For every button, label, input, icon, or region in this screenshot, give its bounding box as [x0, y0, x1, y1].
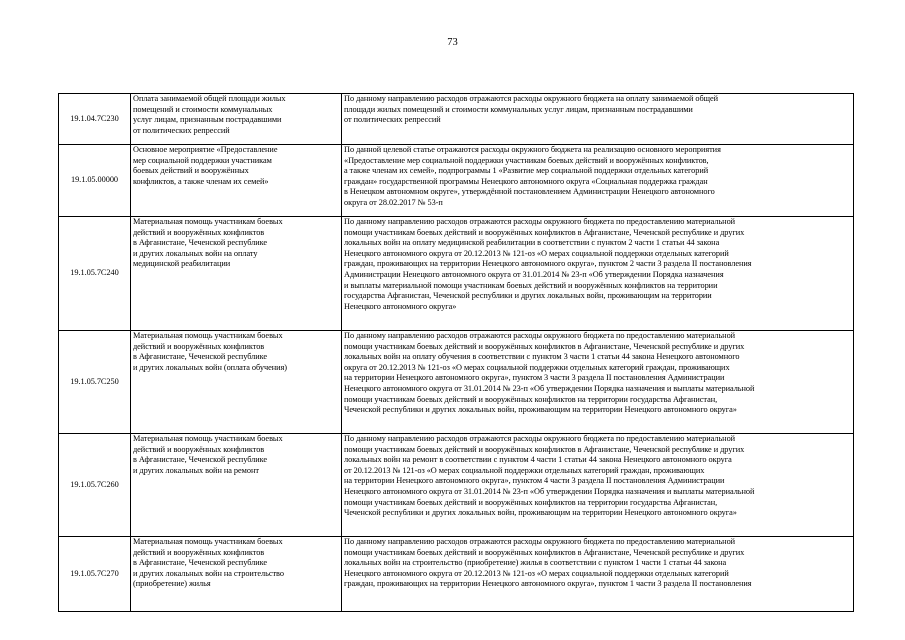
text-line: граждан» государственной программы Ненецкого автономного округа «Социальная поддержка граждан: [344, 176, 708, 186]
text-line: граждан, проживающих на территории Ненецкого автономного округа», пунктом 1 части 3 раздела II постановления: [344, 579, 752, 589]
text-line: (приобретение) жилья: [133, 579, 211, 589]
expense-description: [342, 434, 854, 537]
target-article-code: 19.1.05.7С260: [59, 434, 131, 537]
text-line: действий и вооружённых конфликтов: [133, 444, 265, 454]
expense-description: [342, 537, 854, 612]
text-line: и выплаты материальной помощи участникам боевых действий и вооружённых конфликтов на территории: [344, 280, 718, 290]
text-line: Оплата занимаемой общей площади жилых: [133, 94, 286, 103]
target-article-code: 19.1.04.7С230: [59, 94, 131, 145]
text-line: Администрации Ненецкого автономного округа от 31.01.2014 № 23-п «Об утверждении Порядка назначения: [344, 269, 724, 279]
text-line: округа от 20.12.2013 № 121-оз «О мерах социальной поддержки отдельных категорий граждан, проживающих: [344, 362, 730, 372]
text-line: По данной целевой статье отражаются расходы окружного бюджета на реализацию основного мероприятия: [344, 145, 721, 154]
target-article-code: 19.1.05.7С240: [59, 217, 131, 331]
text-line: По данному направлению расходов отражаются расходы окружного бюджета по предоставлению материальной: [344, 537, 736, 546]
text-line: По данному направлению расходов отражаются расходы окружного бюджета по предоставлению материальной: [344, 217, 736, 226]
text-line: и других локальных войн на строительство: [133, 568, 284, 578]
text-line: По данному направлению расходов отражаются расходы окружного бюджета на оплату занимаемой общей: [344, 94, 719, 103]
target-article-code: 19.1.05.7С270: [59, 537, 131, 612]
text-line: действий и вооружённых конфликтов: [133, 341, 265, 351]
expense-description: [342, 217, 854, 331]
text-line: Чеченской республики и других локальных войн, проживающим на территории Ненецкого автономного округа»: [344, 405, 737, 415]
text-line: Ненецкого автономного округа от 31.01.2014 № 23-п «Об утверждении Порядка назначения и выплаты материальной: [344, 486, 755, 496]
text-line: помощи участникам боевых действий и вооружённых конфликтов на территории государства Афганистан,: [344, 394, 718, 404]
text-line: помощи участникам боевых действий и вооружённых конфликтов на территории государства Афганистан,: [344, 497, 718, 507]
expense-name: [131, 434, 342, 537]
text-line: действий и вооружённых конфликтов: [133, 547, 265, 557]
text-line: помощи участникам боевых действий и вооружённых конфликтов в Афганистане, Чеченской республике и других: [344, 444, 745, 454]
text-line: Материальная помощь участникам боевых: [133, 217, 283, 226]
text-line: По данному направлению расходов отражаются расходы окружного бюджета по предоставлению материальной: [344, 434, 736, 443]
text-line: и других локальных войн (оплата обучения): [133, 362, 287, 372]
expense-description: [342, 331, 854, 434]
table-row: [59, 434, 854, 537]
text-line: граждан, проживающих на территории Ненецкого автономного округа», пунктом 2 части 3 раздела II постановления: [344, 259, 752, 269]
text-line: локальных войн на оплату медицинской реабилитации в соответствии с пунктом 2 части 1 статьи 44 закона: [344, 238, 720, 248]
text-line: площади жилых помещений и стоимости коммунальных услуг лицам, признанным пострадавшими: [344, 104, 693, 114]
table-body: [59, 94, 854, 612]
text-line: конфликтов, а также членам их семей»: [133, 176, 269, 186]
text-line: По данному направлению расходов отражаются расходы окружного бюджета по предоставлению материальной: [344, 331, 736, 340]
expense-name: [131, 145, 342, 217]
expense-name: [131, 537, 342, 612]
expense-name: [131, 331, 342, 434]
text-line: государства Афганистан, Чеченской республики и других локальных войн, проживающим на территории: [344, 291, 712, 301]
budget-classification-table: [58, 93, 854, 612]
text-line: округа от 28.02.2017 № 53-п: [344, 197, 443, 207]
text-line: на территории Ненецкого автономного округа», пунктом 4 части 3 раздела II постановления Администрации: [344, 476, 725, 486]
text-line: помощи участникам боевых действий и вооружённых конфликтов в Афганистане, Чеченской республике и других: [344, 227, 745, 237]
text-line: Материальная помощь участникам боевых: [133, 331, 283, 340]
text-line: от политических репрессий: [133, 125, 230, 135]
target-article-code: 19.1.05.00000: [59, 145, 131, 217]
table-row: [59, 94, 854, 145]
expense-description: [342, 94, 854, 145]
text-line: боевых действий и вооружённых: [133, 166, 249, 176]
text-line: локальных войн на строительство (приобретение) жилья в соответствии с пунктом 1 части 1 статьи 44 закона: [344, 558, 727, 568]
text-line: Ненецкого автономного округа от 20.12.2013 № 121-оз «О мерах социальной поддержки отдельных категорий: [344, 568, 729, 578]
text-line: а также членам их семей», подпрограммы 1 «Развитие мер социальной поддержки отдельных категорий: [344, 166, 709, 176]
expense-name: [131, 94, 342, 145]
text-line: медицинской реабилитации: [133, 259, 231, 269]
text-line: «Предоставление мер социальной поддержки участникам боевых действий и вооружённых конфликтов,: [344, 155, 709, 165]
page-number: 73: [447, 37, 458, 48]
text-line: услуг лицам, признанным пострадавшими: [133, 115, 282, 125]
text-line: Основное мероприятие «Предоставление: [133, 145, 278, 154]
text-line: действий и вооружённых конфликтов: [133, 227, 265, 237]
text-line: мер социальной поддержки участникам: [133, 155, 272, 165]
text-line: Ненецкого автономного округа от 31.01.2014 № 23-п «Об утверждении Порядка назначения и выплаты материальной: [344, 383, 755, 393]
text-line: Ненецкого автономного округа»: [344, 301, 457, 311]
expense-description: [342, 145, 854, 217]
text-line: в Афганистане, Чеченской республике: [133, 455, 268, 465]
text-line: помещений и стоимости коммунальных: [133, 104, 273, 114]
text-line: в Афганистане, Чеченской республике: [133, 558, 268, 568]
text-line: помощи участникам боевых действий и вооружённых конфликтов в Афганистане, Чеченской республике и других: [344, 547, 745, 557]
table-row: [59, 331, 854, 434]
text-line: локальных войн на оплату обучения в соответствии с пунктом 3 части 1 статьи 44 закона Ненецкого автономного: [344, 352, 740, 362]
table-row: [59, 537, 854, 612]
text-line: локальных войн на ремонт в соответствии с пунктом 4 части 1 статьи 44 закона Ненецкого автономного округа: [344, 455, 732, 465]
text-line: Чеченской республики и других локальных войн, проживающим на территории Ненецкого автономного округа»: [344, 508, 737, 518]
text-line: помощи участникам боевых действий и вооружённых конфликтов в Афганистане, Чеченской республике и других: [344, 341, 745, 351]
text-line: в Ненецком автономном округе», утверждённой постановлением Администрации Ненецкого автономного: [344, 187, 715, 197]
text-line: от 20.12.2013 № 121-оз «О мерах социальной поддержки отдельных категорий граждан, проживающих: [344, 465, 705, 475]
table-row: [59, 217, 854, 331]
text-line: от политических репрессий: [344, 115, 441, 125]
text-line: Ненецкого автономного округа от 20.12.2013 № 121-оз «О мерах социальной поддержки отдельных категорий: [344, 248, 729, 258]
text-line: Материальная помощь участникам боевых: [133, 537, 283, 546]
text-line: в Афганистане, Чеченской республике: [133, 352, 268, 362]
text-line: Материальная помощь участникам боевых: [133, 434, 283, 443]
text-line: и других локальных войн на оплату: [133, 248, 258, 258]
text-line: и других локальных войн на ремонт: [133, 465, 259, 475]
expense-name: [131, 217, 342, 331]
target-article-code: 19.1.05.7С250: [59, 331, 131, 434]
table-row: [59, 145, 854, 217]
text-line: в Афганистане, Чеченской республике: [133, 238, 268, 248]
text-line: на территории Ненецкого автономного округа», пунктом 3 части 3 раздела II постановления Администрации: [344, 373, 725, 383]
